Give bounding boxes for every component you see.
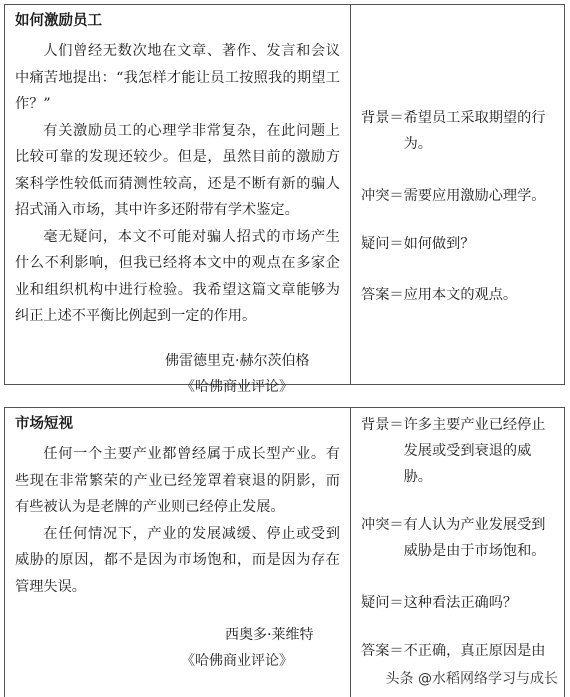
watermark-text: 头条 @水稻网络学习与成长 xyxy=(382,667,562,689)
scqa-value: 希望员工采取期望的行为。 xyxy=(403,110,546,152)
paragraph: 人们曾经无数次地在文章、著作、发言和会议中痛苦地提出：“我怎样才能让员工按照我的期望工作？” xyxy=(15,43,340,112)
scqa-value: 如何做到？ xyxy=(403,236,475,252)
paragraph: 在任何情况下，产业的发展减缓、停止或受到威胁的原因，都不是因为市场饱和，而是因为存在管理失误。 xyxy=(15,525,340,595)
scqa-value: 不正确，真正原因是由 xyxy=(403,643,546,659)
source-name: 《哈佛商业评论》 xyxy=(181,378,293,395)
section-motivate-employees xyxy=(4,4,565,395)
paragraph: 毫无疑问，本文不可能对骗人招式的市场产生什么不利影响，但我已经将本文中的观点在多家企业和组织机构中进行检验。我希望这篇文章能够为纠正上述不平衡比例起到一定的作用。 xyxy=(15,228,340,324)
scqa-key: 冲突＝ xyxy=(361,517,404,533)
scqa-key: 背景＝ xyxy=(361,417,404,433)
paragraph: 任何一个主要产业都曾经属于成长型产业。有些现在非常繁荣的产业已经笼罩着衰退的阴影，而有些被认为是老牌的产业则已经停止发展。 xyxy=(15,446,340,515)
scqa-question xyxy=(361,590,558,616)
scqa-key: 答案＝ xyxy=(361,643,404,659)
scqa-panel-1 xyxy=(351,5,564,384)
section-title: 市场短视 xyxy=(15,416,73,432)
scqa-key: 答案＝ xyxy=(361,287,404,303)
scqa-key: 疑问＝ xyxy=(361,595,404,611)
article-excerpt-2 xyxy=(5,408,351,697)
scqa-situation xyxy=(361,412,558,490)
article-excerpt-1 xyxy=(5,5,351,395)
scqa-value: 有人认为产业发展受到威胁是由于市场饱和。 xyxy=(403,517,546,559)
author-name: 西奥多·莱维特 xyxy=(225,627,314,643)
author-name: 佛雷德里克·赫尔茨伯格 xyxy=(165,352,310,369)
scqa-complication xyxy=(361,512,558,564)
scqa-answer xyxy=(361,282,558,308)
section-marketing-myopia xyxy=(4,407,565,697)
scqa-value: 需要应用激励心理学。 xyxy=(403,188,546,204)
source-name: 《哈佛商业评论》 xyxy=(181,653,293,669)
scqa-key: 背景＝ xyxy=(361,110,404,126)
scqa-key: 疑问＝ xyxy=(361,236,404,252)
scqa-value: 许多主要产业已经停止发展或受到衰退的威胁。 xyxy=(403,417,546,485)
scqa-value: 这种看法正确吗？ xyxy=(403,595,518,611)
scqa-complication xyxy=(361,183,558,209)
scqa-key: 冲突＝ xyxy=(361,188,404,204)
scqa-situation xyxy=(361,105,558,157)
scqa-answer xyxy=(361,638,558,664)
section-title: 如何激励员工 xyxy=(15,13,102,29)
scqa-value: 应用本文的观点。 xyxy=(403,287,518,303)
paragraph: 有关激励员工的心理学非常复杂，在此问题上比较可靠的发现还较少。但是，虽然目前的激励方案科学性较低而猜测性较高，还是不断有新的骗人招式涌入市场，其中许多还附带有学术鉴定。 xyxy=(15,122,340,218)
scqa-question xyxy=(361,231,558,257)
scqa-panel-2 xyxy=(351,408,564,697)
